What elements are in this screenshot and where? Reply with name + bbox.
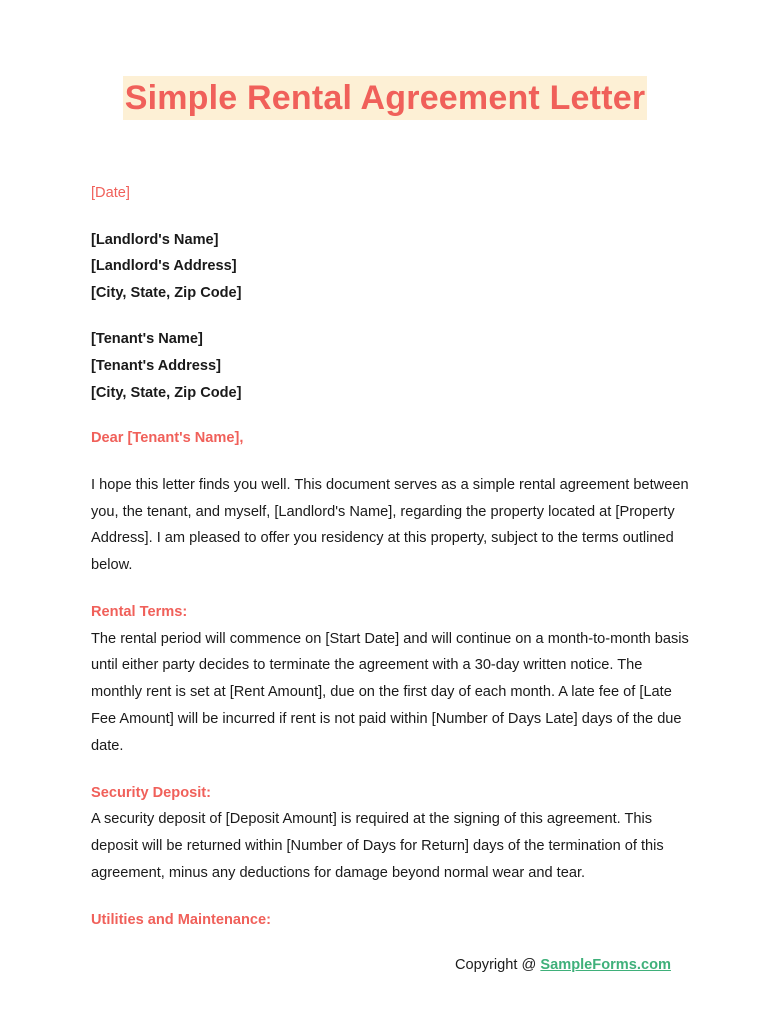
document-title: Simple Rental Agreement Letter	[123, 76, 648, 120]
landlord-name: [Landlord's Name]	[91, 231, 219, 248]
tenant-address: [Tenant's Address]	[91, 357, 221, 374]
salutation: Dear [Tenant's Name],	[91, 430, 244, 447]
section-utilities-maintenance	[91, 907, 691, 934]
landlord-address: [Landlord's Address]	[91, 258, 237, 275]
intro-paragraph: I hope this letter finds you well. This document serves as a simple rental agreement between you, the tenant, and myself, [Landlord's Name], regarding the property located at [Property Address]. I am pleased to offer you residency at this property, subject to the terms outlined below.	[91, 476, 689, 574]
tenant-name: [Tenant's Name]	[91, 331, 203, 348]
landlord-address-block	[91, 227, 691, 307]
date-line: [Date]	[91, 185, 130, 201]
brand-link[interactable]: SampleForms.com	[540, 957, 671, 973]
copyright-footer	[455, 957, 671, 973]
section-heading: Utilities and Maintenance:	[91, 911, 272, 928]
title-container	[0, 76, 770, 120]
section-rental-terms	[91, 599, 691, 760]
section-heading: Security Deposit:	[91, 784, 212, 801]
section-security-deposit	[91, 780, 691, 887]
letter-body	[91, 180, 691, 933]
section-body: A security deposit of [Deposit Amount] is required at the signing of this agreement. This deposit will be returned within [Number of Days for Return] days of the termination of this agreement, minus any deductions for damage beyond normal wear and tear.	[91, 811, 664, 881]
tenant-city: [City, State, Zip Code]	[91, 384, 242, 401]
section-heading: Rental Terms:	[91, 603, 188, 620]
copyright-prefix: Copyright @	[455, 957, 541, 973]
tenant-address-block	[91, 326, 691, 406]
section-body: The rental period will commence on [Start Date] and will continue on a month-to-month basis until either party decides to terminate the agreement with a 30-day written notice. The monthly rent is set at [Rent Amount], due on the first day of each month. A late fee of [Late Fee Amount] will be incurred if rent is not paid within [Number of Days Late] days of the due date.	[91, 630, 689, 754]
landlord-city: [City, State, Zip Code]	[91, 284, 242, 301]
